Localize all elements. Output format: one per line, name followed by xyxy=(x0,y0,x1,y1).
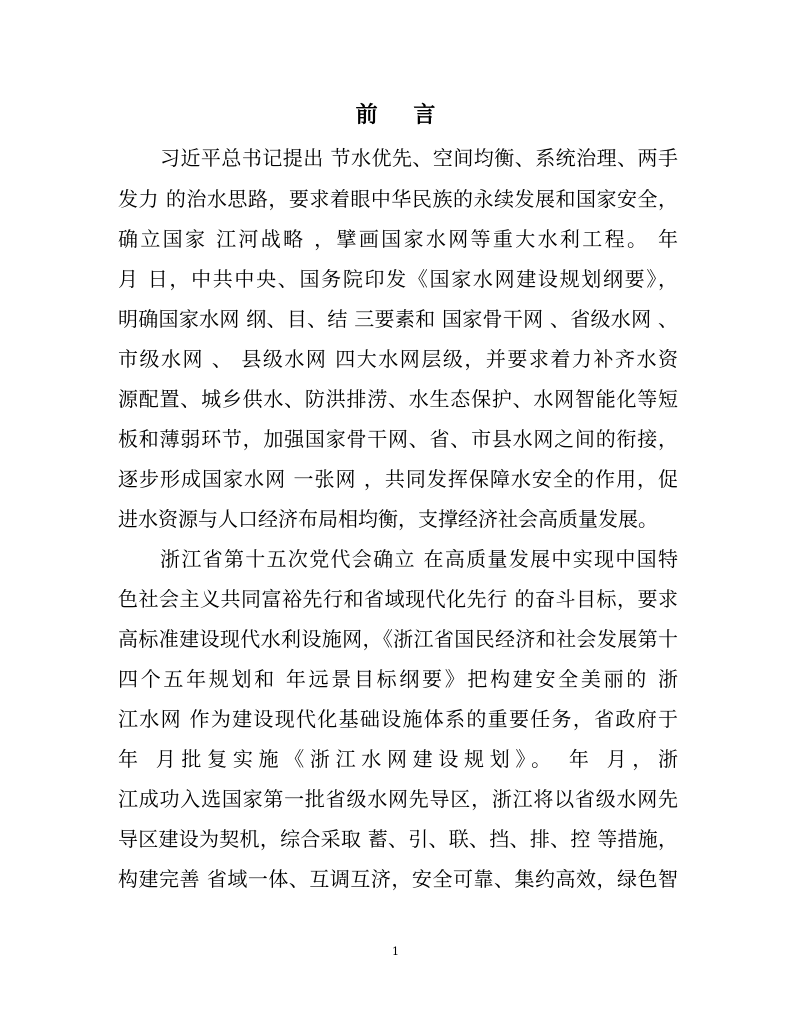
paragraph-line: 浙江省第十五次党代会确立 在高质量发展中实现中国特 xyxy=(160,547,678,571)
page-number: 1 xyxy=(392,945,399,958)
paragraph-line: 习近平总书记提出 节水优先、空间均衡、系统治理、两手 xyxy=(160,146,678,170)
paragraph-line: 明确国家水网 纲、目、结 三要素和 国家骨干网 、省级水网 、 xyxy=(118,307,678,331)
paragraph-line: 月 日，中共中央、国务院印发《国家水网建设规划纲要》， xyxy=(118,267,678,291)
paragraph-line: 江成功入选国家第一批省级水网先导区，浙江将以省级水网先 xyxy=(118,787,678,811)
paragraph-line: 市级水网 、 县级水网 四大水网层级，并要求着力补齐水资 xyxy=(118,347,678,371)
paragraph-line: 逐步形成国家水网 一张网 ，共同发挥保障水安全的作用，促 xyxy=(118,467,678,491)
paragraph-line: 构建完善 省域一体、互调互济，安全可靠、集约高效，绿色智 xyxy=(118,867,678,891)
paragraph-line: 源配置、城乡供水、防洪排涝、水生态保护、水网智能化等短 xyxy=(118,387,678,411)
paragraph-line: 确立国家 江河战略 ，擘画国家水网等重大水利工程。 年 xyxy=(118,227,678,251)
page-title: 前 言 xyxy=(355,103,450,128)
paragraph-line: 进水资源与人口经济布局相均衡，支撑经济社会高质量发展。 xyxy=(118,507,658,531)
paragraph-line: 四个五年规划和 年远景目标纲要》把构建安全美丽的 浙 xyxy=(118,667,678,691)
paragraph-line: 年 月批复实施《浙江水网建设规划》。 年 月，浙 xyxy=(118,747,678,771)
paragraph-line: 导区建设为契机，综合采取 蓄、引、联、挡、排、控 等措施， xyxy=(118,827,678,851)
paragraph-line: 江水网 作为建设现代化基础设施体系的重要任务，省政府于 xyxy=(118,707,678,731)
paragraph-line: 发力 的治水思路，要求着眼中华民族的永续发展和国家安全， xyxy=(118,187,678,211)
paragraph-line: 色社会主义共同富裕先行和省域现代化先行 的奋斗目标，要求 xyxy=(118,587,678,611)
paragraph-line: 板和薄弱环节，加强国家骨干网、省、市县水网之间的衔接， xyxy=(118,427,678,451)
paragraph-line: 高标准建设现代水利设施网，《浙江省国民经济和社会发展第十 xyxy=(118,627,678,651)
